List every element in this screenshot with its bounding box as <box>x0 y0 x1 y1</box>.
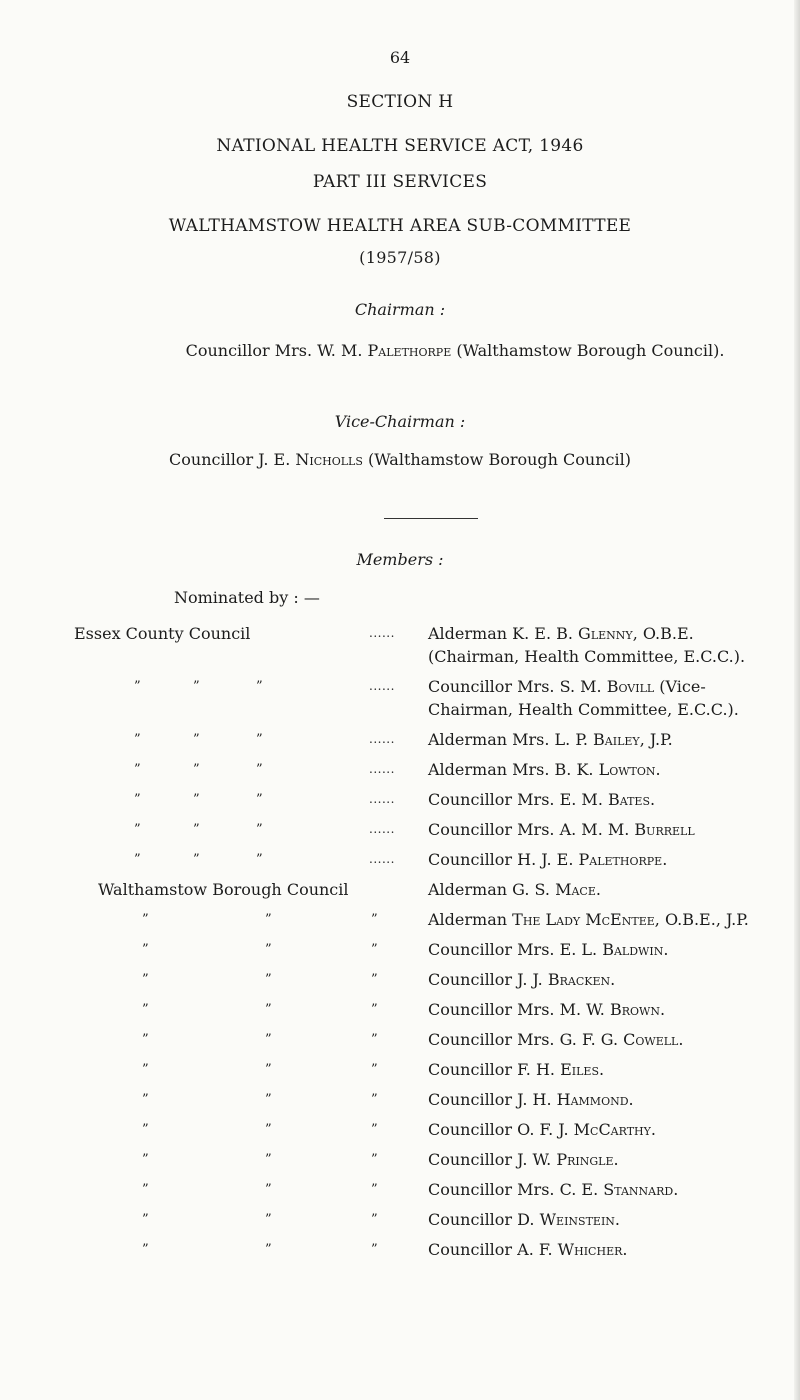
chairman-entry <box>150 338 760 364</box>
member-row <box>0 788 800 811</box>
ditto-mark: ” <box>256 762 263 777</box>
member-name-prefix: Alderman <box>428 910 513 929</box>
member-name-surname: Glenny <box>578 624 633 643</box>
member-name-surname: Burrell <box>634 820 695 839</box>
nominating-body-cell <box>0 848 410 871</box>
member-name-suffix: . <box>663 940 669 959</box>
member-name <box>410 1028 760 1051</box>
member-name-prefix: Councillor A. F. <box>428 1240 558 1259</box>
ditto-mark: ” <box>371 1242 378 1257</box>
page-number: 64 <box>389 48 411 67</box>
chairman-surname: Palethorpe <box>367 341 452 360</box>
ditto-mark: ” <box>265 1212 272 1227</box>
ditto-mark: ” <box>256 852 263 867</box>
ditto-marks <box>0 1118 410 1141</box>
ditto-mark: ” <box>193 762 200 777</box>
ditto-mark: ” <box>193 732 200 747</box>
member-name-suffix: . <box>614 1210 621 1229</box>
vice-chairman-entry <box>0 450 800 469</box>
nominating-body-cell <box>0 1148 410 1171</box>
ditto-marks <box>0 1058 410 1081</box>
vice-chairman-prefix: Councillor J. E. <box>169 450 296 469</box>
member-name <box>410 788 760 811</box>
member-name-surname: Hammond <box>556 1090 629 1109</box>
chairman-prefix: Councillor Mrs. W. M. <box>185 341 368 360</box>
member-name-suffix: . <box>610 970 616 989</box>
ditto-mark: ” <box>371 1212 378 1227</box>
ditto-marks <box>0 1238 410 1261</box>
member-name-surname: Eiles <box>560 1060 599 1079</box>
vice-chairman-label: Vice-Chairman : <box>334 412 466 431</box>
member-name <box>410 938 760 961</box>
ditto-mark: ” <box>265 972 272 987</box>
member-name-suffix: . <box>598 1060 605 1079</box>
ditto-mark: ” <box>265 1242 272 1257</box>
ditto-marks <box>0 908 410 931</box>
ditto-marks <box>0 1028 410 1051</box>
ditto-mark: ” <box>371 942 378 957</box>
member-row <box>0 1238 800 1261</box>
leader-dots: ...... <box>369 792 395 806</box>
member-row <box>0 1118 800 1141</box>
ditto-mark: ” <box>142 1152 149 1167</box>
member-name-prefix: Councillor J. W. <box>428 1150 557 1169</box>
member-name-surname: Bracken <box>547 970 611 989</box>
nominating-body-cell <box>0 758 410 781</box>
member-name-suffix: , J.P. <box>639 730 673 749</box>
member-row <box>0 878 800 901</box>
member-name-suffix: , O.B.E., J.P. <box>654 910 749 929</box>
member-name-surname: Lowton <box>598 760 656 779</box>
leader-dots: ...... <box>369 732 395 746</box>
nominating-body-cell <box>0 788 410 811</box>
member-name <box>410 622 760 668</box>
member-name-prefix: Alderman Mrs. L. P. <box>428 730 594 749</box>
members-list <box>0 622 800 1268</box>
member-name <box>410 1178 760 1201</box>
member-name-suffix: , O.B.E. (Chairman, Health Committee, E.C.C.). <box>428 624 746 666</box>
member-name <box>410 675 760 721</box>
ditto-mark: ” <box>134 762 141 777</box>
member-name-surname: Pringle <box>556 1150 614 1169</box>
ditto-mark: ” <box>134 822 141 837</box>
member-name-prefix: Councillor Mrs. A. M. M. <box>428 820 635 839</box>
member-name-prefix: Councillor Mrs. E. M. <box>428 790 608 809</box>
ditto-mark: ” <box>142 1032 149 1047</box>
committee-year: (1957/58) <box>359 248 441 267</box>
ditto-mark: ” <box>265 912 272 927</box>
leader-dots: ...... <box>369 852 395 866</box>
ditto-marks <box>0 1148 410 1171</box>
member-row <box>0 1088 800 1111</box>
member-name-prefix: Alderman Mrs. B. K. <box>428 760 599 779</box>
member-row <box>0 1178 800 1201</box>
nominating-body-cell <box>0 1088 410 1111</box>
ditto-mark: ” <box>256 822 263 837</box>
member-row <box>0 1028 800 1051</box>
ditto-mark: ” <box>134 792 141 807</box>
member-name-suffix: . <box>678 1030 684 1049</box>
member-name-surname: McCarthy <box>573 1120 651 1139</box>
member-name-prefix: Councillor Mrs. G. F. G. <box>428 1030 624 1049</box>
ditto-mark: ” <box>371 1182 378 1197</box>
member-name-prefix: Councillor Mrs. C. E. <box>428 1180 604 1199</box>
member-name-prefix: Councillor Mrs. E. L. <box>428 940 603 959</box>
ditto-marks <box>0 1178 410 1201</box>
member-row <box>0 728 800 751</box>
nominating-body-cell <box>0 728 410 751</box>
member-name-surname: Stannard <box>603 1180 674 1199</box>
member-name-prefix: Alderman G. S. <box>428 880 556 899</box>
member-name-suffix: . <box>613 1150 619 1169</box>
nominating-body-cell <box>0 1028 410 1051</box>
member-name-surname: Bovill <box>606 677 655 696</box>
member-row <box>0 998 800 1021</box>
nominating-body-cell <box>0 622 410 668</box>
section-heading: SECTION H <box>346 92 454 112</box>
member-name-surname: The Lady McEntee <box>512 910 655 929</box>
ditto-mark: ” <box>265 1182 272 1197</box>
member-name <box>410 908 760 931</box>
member-name-suffix: . <box>595 880 601 899</box>
member-name-surname: Weinstein <box>539 1210 615 1229</box>
ditto-mark: ” <box>134 732 141 747</box>
ditto-mark: ” <box>142 1062 149 1077</box>
member-row <box>0 968 800 991</box>
ditto-mark: ” <box>265 1032 272 1047</box>
ditto-mark: ” <box>265 942 272 957</box>
member-row <box>0 908 800 931</box>
member-row <box>0 1208 800 1231</box>
member-name-prefix: Alderman K. E. B. <box>428 624 579 643</box>
ditto-mark: ” <box>142 1182 149 1197</box>
nominating-body: Walthamstow Borough Council <box>98 880 349 899</box>
member-name-suffix: . <box>628 1090 634 1109</box>
ditto-marks <box>0 675 410 698</box>
ditto-mark: ” <box>265 1002 272 1017</box>
ditto-mark: ” <box>371 912 378 927</box>
ditto-mark: ” <box>265 1062 272 1077</box>
leader-dots: ...... <box>369 762 395 776</box>
ditto-mark: ” <box>371 1032 378 1047</box>
member-name-prefix: Councillor H. J. E. <box>428 850 579 869</box>
member-name-prefix: Councillor O. F. J. <box>428 1120 574 1139</box>
ditto-mark: ” <box>142 942 149 957</box>
member-row <box>0 818 800 841</box>
member-name-suffix: . <box>650 1120 656 1139</box>
leader-dots: ...... <box>369 822 395 836</box>
member-row <box>0 938 800 961</box>
member-row <box>0 848 800 871</box>
vice-chairman-surname: Nicholls <box>295 450 363 469</box>
member-name <box>410 1238 760 1261</box>
members-label: Members : <box>356 550 444 569</box>
member-name-prefix: Councillor D. <box>428 1210 540 1229</box>
nominating-body-cell <box>0 1178 410 1201</box>
member-name <box>410 1148 760 1171</box>
ditto-mark: ” <box>142 972 149 987</box>
ditto-mark: ” <box>371 1062 378 1077</box>
nominating-body-cell <box>0 908 410 931</box>
nominated-by-label: Nominated by : — <box>174 588 320 607</box>
nominating-body-cell <box>0 818 410 841</box>
ditto-mark: ” <box>371 1092 378 1107</box>
ditto-mark: ” <box>142 1242 149 1257</box>
member-name-prefix: Councillor F. H. <box>428 1060 561 1079</box>
ditto-mark: ” <box>371 972 378 987</box>
member-name <box>410 1088 760 1111</box>
part-title: PART III SERVICES <box>312 172 488 192</box>
ditto-mark: ” <box>256 732 263 747</box>
member-name <box>410 1118 760 1141</box>
member-name-suffix: . <box>673 1180 679 1199</box>
ditto-marks <box>0 1088 410 1111</box>
ditto-marks <box>0 758 410 781</box>
ditto-mark: ” <box>193 792 200 807</box>
ditto-mark: ” <box>142 912 149 927</box>
ditto-mark: ” <box>265 1122 272 1137</box>
ditto-mark: ” <box>134 679 141 694</box>
member-name <box>410 818 760 841</box>
member-name <box>410 1058 760 1081</box>
ditto-mark: ” <box>256 679 263 694</box>
member-name-surname: Palethorpe <box>578 850 663 869</box>
member-name-prefix: Councillor Mrs. S. M. <box>428 677 607 696</box>
nominating-body-cell <box>0 938 410 961</box>
chairman-suffix: (Walthamstow Borough Council). <box>451 341 725 360</box>
member-name <box>410 1208 760 1231</box>
ditto-mark: ” <box>193 822 200 837</box>
ditto-marks <box>0 968 410 991</box>
chairman-label: Chairman : <box>354 300 446 319</box>
divider-rule <box>384 518 478 519</box>
member-name-surname: Brown <box>609 1000 660 1019</box>
leader-dots: ...... <box>369 679 395 693</box>
member-name-suffix: . <box>662 850 668 869</box>
ditto-marks <box>0 1208 410 1231</box>
ditto-mark: ” <box>371 1002 378 1017</box>
ditto-mark: ” <box>371 1122 378 1137</box>
nominating-body-cell <box>0 1058 410 1081</box>
nominating-body-cell <box>0 1208 410 1231</box>
member-name-prefix: Councillor J. H. <box>428 1090 557 1109</box>
ditto-mark: ” <box>142 1092 149 1107</box>
member-name <box>410 968 760 991</box>
ditto-marks <box>0 938 410 961</box>
member-name <box>410 728 760 751</box>
member-name-suffix: (Vice-Chairman, Health Committee, E.C.C.). <box>428 677 739 719</box>
ditto-marks <box>0 818 410 841</box>
nominating-body-cell <box>0 1238 410 1261</box>
member-name-surname: Bailey <box>593 730 640 749</box>
ditto-mark: ” <box>142 1002 149 1017</box>
nominating-body-cell <box>0 1118 410 1141</box>
member-name-prefix: Councillor Mrs. M. W. <box>428 1000 610 1019</box>
member-name-suffix: . <box>655 760 661 779</box>
member-name <box>410 998 760 1021</box>
ditto-mark: ” <box>371 1152 378 1167</box>
committee-title: WALTHAMSTOW HEALTH AREA SUB-COMMITTEE <box>168 216 632 236</box>
ditto-mark: ” <box>265 1092 272 1107</box>
member-row <box>0 1148 800 1171</box>
ditto-marks <box>0 848 410 871</box>
ditto-marks <box>0 788 410 811</box>
nominating-body: Essex County Council <box>74 624 251 643</box>
ditto-mark: ” <box>134 852 141 867</box>
member-name-prefix: Councillor J. J. <box>428 970 548 989</box>
nominating-body-cell <box>0 878 410 901</box>
member-name-surname: Cowell <box>623 1030 679 1049</box>
ditto-mark: ” <box>256 792 263 807</box>
member-name <box>410 878 760 901</box>
vice-chairman-suffix: (Walthamstow Borough Council) <box>362 450 631 469</box>
ditto-mark: ” <box>142 1212 149 1227</box>
member-name-suffix: . <box>659 1000 666 1019</box>
ditto-mark: ” <box>142 1122 149 1137</box>
member-name-surname: Baldwin <box>602 940 664 959</box>
member-name-surname: Whicher <box>557 1240 623 1259</box>
ditto-mark: ” <box>193 852 200 867</box>
member-name <box>410 848 760 871</box>
member-row <box>0 1058 800 1081</box>
nominating-body-cell <box>0 968 410 991</box>
member-row <box>0 675 800 721</box>
nominating-body-cell <box>0 675 410 721</box>
ditto-marks <box>0 998 410 1021</box>
act-title: NATIONAL HEALTH SERVICE ACT, 1946 <box>216 136 584 156</box>
nominating-body-cell <box>0 998 410 1021</box>
ditto-marks <box>0 728 410 751</box>
ditto-mark: ” <box>193 679 200 694</box>
member-name-surname: Mace <box>555 880 596 899</box>
member-name-surname: Bates <box>607 790 650 809</box>
member-name-suffix: . <box>650 790 656 809</box>
leader-dots: ...... <box>369 626 395 640</box>
member-name <box>410 758 760 781</box>
member-row <box>0 758 800 781</box>
member-name-suffix: . <box>622 1240 628 1259</box>
member-row <box>0 622 800 668</box>
ditto-mark: ” <box>265 1152 272 1167</box>
